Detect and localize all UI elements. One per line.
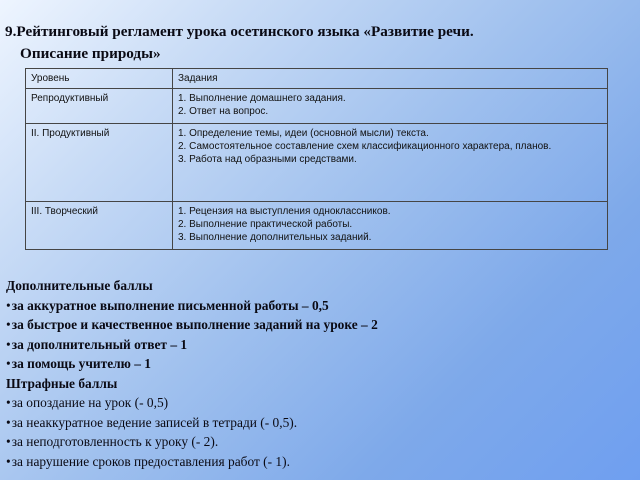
rating-table — [25, 68, 608, 250]
level-cell: II. Продуктивный — [26, 124, 173, 202]
task-item: 3. Выполнение дополнительных заданий. — [178, 232, 372, 243]
bonus-heading: Дополнительные баллы — [6, 278, 153, 293]
task-item: 1. Выполнение домашнего задания. — [178, 93, 346, 104]
level-cell: Репродуктивный — [26, 89, 173, 124]
bonus-item: •за дополнительный ответ – 1 — [6, 336, 188, 352]
task-item: 3. Работа над образными средствами. — [178, 154, 357, 165]
penalty-item: •за нарушение сроков предоставления работ (- 1). — [6, 453, 290, 469]
points-section — [6, 276, 636, 471]
task-item: 2. Ответ на вопрос. — [178, 106, 269, 117]
task-item: 2. Самостоятельное составление схем классификационного характера, планов. — [178, 141, 552, 152]
page-title — [5, 21, 635, 65]
title-line-1: 9.Рейтинговый регламент урока осетинского языка «Развитие речи. — [5, 23, 474, 40]
bonus-item: •за помощь учителю – 1 — [6, 356, 151, 371]
penalty-item: •за опоздание на урок (- 0,5) — [6, 395, 169, 410]
table-row — [26, 124, 608, 202]
table-header-row — [26, 69, 608, 89]
tasks-cell — [173, 89, 608, 124]
title-line-2: Описание природы» — [20, 45, 161, 62]
column-header-level: Уровень — [26, 69, 173, 89]
bonus-item: •за быстрое и качественное выполнение заданий на уроке – 2 — [6, 317, 378, 332]
task-item: 2. Выполнение практической работы. — [178, 219, 353, 230]
penalty-heading: Штрафные баллы — [6, 375, 118, 391]
table-row — [26, 89, 608, 124]
bonus-item: •за аккуратное выполнение письменной работы – 0,5 — [6, 297, 329, 313]
tasks-cell — [173, 124, 608, 202]
penalty-item: •за неподготовленность к уроку (- 2). — [6, 434, 219, 449]
tasks-cell — [173, 202, 608, 250]
penalty-item: •за неаккуратное ведение записей в тетради (- 0,5). — [6, 414, 298, 430]
level-cell: III. Творческий — [26, 202, 173, 250]
task-item: 1. Рецензия на выступления одноклассников. — [178, 206, 391, 217]
task-item: 1. Определение темы, идеи (основной мысли) текста. — [178, 128, 429, 139]
column-header-tasks: Задания — [173, 69, 608, 89]
table-row — [26, 202, 608, 250]
